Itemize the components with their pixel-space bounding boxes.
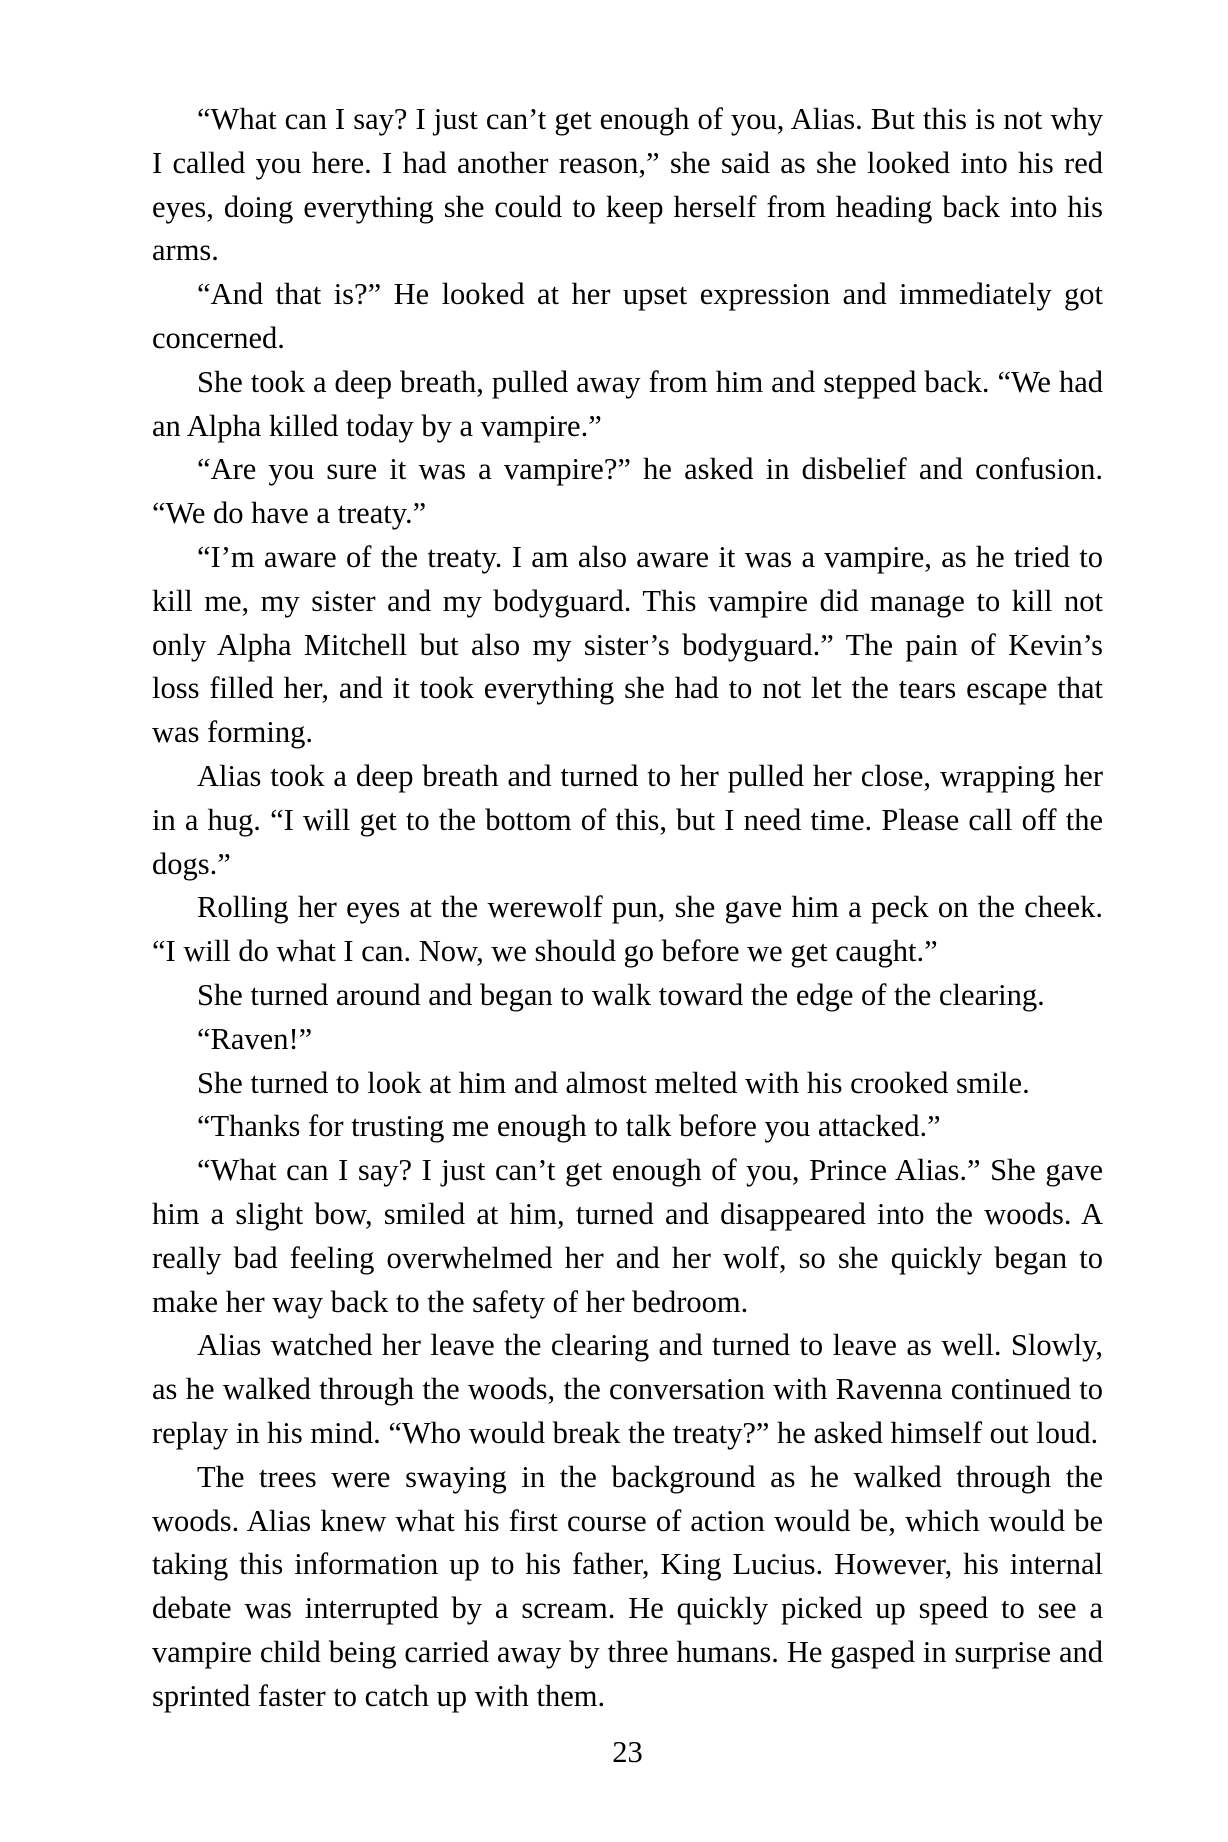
paragraph: “And that is?” He looked at her upset expression and immediately got concerned.	[152, 277, 1103, 355]
paragraph: She turned to look at him and almost melted with his crooked smile.	[197, 1065, 1030, 1100]
paragraph: The trees were swaying in the background as he walked through the woods. Alias knew what his first course of action would be, which would be taking this information up to his father, King Lucius. However, his internal debate was interrupted by a scream. He quickly picked up speed to see a vampire child being carried away by three humans. He gasped in surprise and sprinted faster to catch up with them.	[152, 1459, 1103, 1713]
paragraph: “Raven!”	[197, 1021, 313, 1056]
paragraph: “Thanks for trusting me enough to talk before you attacked.”	[197, 1109, 941, 1144]
paragraph: “What can I say? I just can’t get enough of you, Prince Alias.” She gave him a slight bow, smiled at him, turned and disappeared into the woods. A really bad feeling overwhelmed her and her wolf, so she quickly began to make her way back to the safety of her bedroom.	[152, 1153, 1103, 1319]
paragraph: Rolling her eyes at the werewolf pun, she gave him a peck on the cheek. “I will do what I can. Now, we should go before we get caught.”	[152, 890, 1103, 969]
page-body	[152, 98, 1103, 1718]
paragraph: “I’m aware of the treaty. I am also aware it was a vampire, as he tried to kill me, my sister and my bodyguard. This vampire did manage to kill not only Alpha Mitchell but also my sister’s bodyguard.” The pain of Kevin’s loss filled her, and it took everything she had to not let the tears escape that was forming.	[152, 539, 1103, 750]
page-number: 23	[612, 1735, 643, 1769]
paragraph: She took a deep breath, pulled away from him and stepped back. “We had an Alpha killed today by a vampire.”	[152, 364, 1103, 443]
paragraph: “Are you sure it was a vampire?” he asked in disbelief and confusion. “We do have a treaty.”	[152, 452, 1103, 531]
paragraph: Alias took a deep breath and turned to her pulled her close, wrapping her in a hug. “I will get to the bottom of this, but I need time. Please call off the dogs.”	[152, 758, 1103, 881]
paragraph: She turned around and began to walk toward the edge of the clearing.	[197, 977, 1045, 1012]
paragraph: Alias watched her leave the clearing and turned to leave as well. Slowly, as he walked through the woods, the conversation with Ravenna continued to replay in his mind. “Who would break the treaty?” he asked himself out loud.	[152, 1328, 1103, 1450]
paragraph: “What can I say? I just can’t get enough of you, Alias. But this is not why I called you here. I had another reason,” she said as she looked into his red eyes, doing everything she could to keep herself from heading back into his arms.	[152, 102, 1103, 268]
